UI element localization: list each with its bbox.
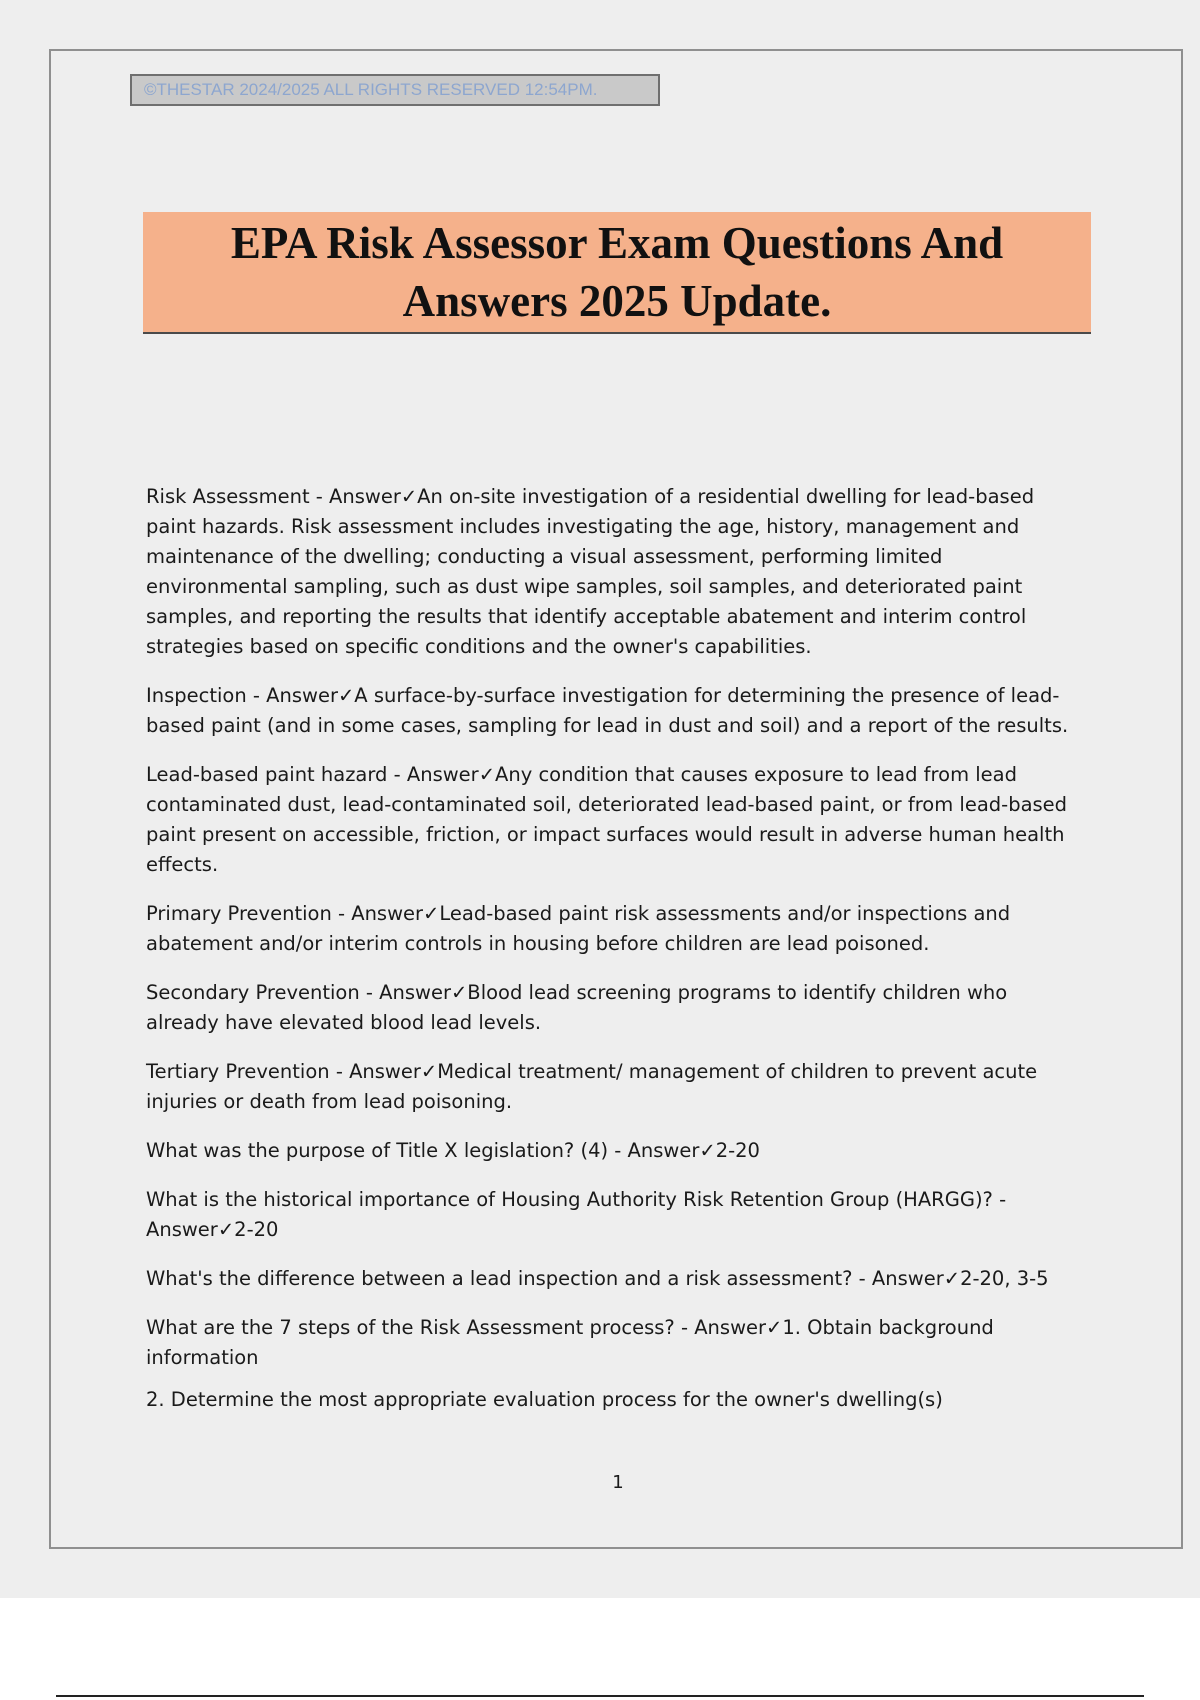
qa-entry: Inspection - Answer✓A surface-by-surface investigation for determining the presence of lead-based paint (and in some cases, sampling for lead in dust and soil) and a report of the results. — [146, 684, 1069, 737]
qa-entry: What are the 7 steps of the Risk Assessment process? - Answer✓1. Obtain background information — [146, 1316, 994, 1369]
qa-entry: What's the difference between a lead inspection and a risk assessment? - Answer✓2-20, 3-5 — [146, 1267, 1049, 1290]
bottom-divider — [56, 1695, 1144, 1697]
qa-content — [146, 482, 1086, 1434]
qa-entry: 2. Determine the most appropriate evaluation process for the owner's dwelling(s) — [146, 1388, 943, 1411]
page-number: 1 — [612, 1472, 624, 1493]
qa-entry: Primary Prevention - Answer✓Lead-based paint risk assessments and/or inspections and abatement and/or interim controls in housing before children are lead poisoned. — [146, 902, 1011, 955]
qa-entry: Secondary Prevention - Answer✓Blood lead screening programs to identify children who already have elevated blood lead levels. — [146, 981, 1008, 1034]
document-title — [231, 214, 1003, 330]
title-line-2: Answers 2025 Update. — [402, 276, 832, 326]
qa-entry: Risk Assessment - Answer✓An on-site investigation of a residential dwelling for lead-based paint hazards. Risk assessment includes investigating the age, history, management and maintenance of the dwelling; conducting a visual assessment, performing limited environmental sampling, such as dust wipe samples, soil samples, and deteriorated paint samples, and reporting the results that identify acceptable abatement and interim control strategies based on specific conditions and the owner's capabilities. — [146, 485, 1035, 658]
qa-entry: What was the purpose of Title X legislation? (4) - Answer✓2-20 — [146, 1139, 760, 1162]
copyright-watermark: ©THESTAR 2024/2025 ALL RIGHTS RESERVED 12:54PM. — [130, 74, 660, 106]
qa-entry: Lead-based paint hazard - Answer✓Any condition that causes exposure to lead from lead contaminated dust, lead-contaminated soil, deteriorated lead-based paint, or from lead-based paint present on accessible, friction, or impact surfaces would result in adverse human health effects. — [146, 763, 1068, 876]
qa-entry: What is the historical importance of Housing Authority Risk Retention Group (HARGG)? - Answer✓2-20 — [146, 1188, 1007, 1241]
title-banner — [143, 212, 1091, 334]
title-line-1: EPA Risk Assessor Exam Questions And — [230, 218, 1004, 268]
qa-entry: Tertiary Prevention - Answer✓Medical treatment/ management of children to prevent acute injuries or death from lead poisoning. — [146, 1060, 1038, 1113]
